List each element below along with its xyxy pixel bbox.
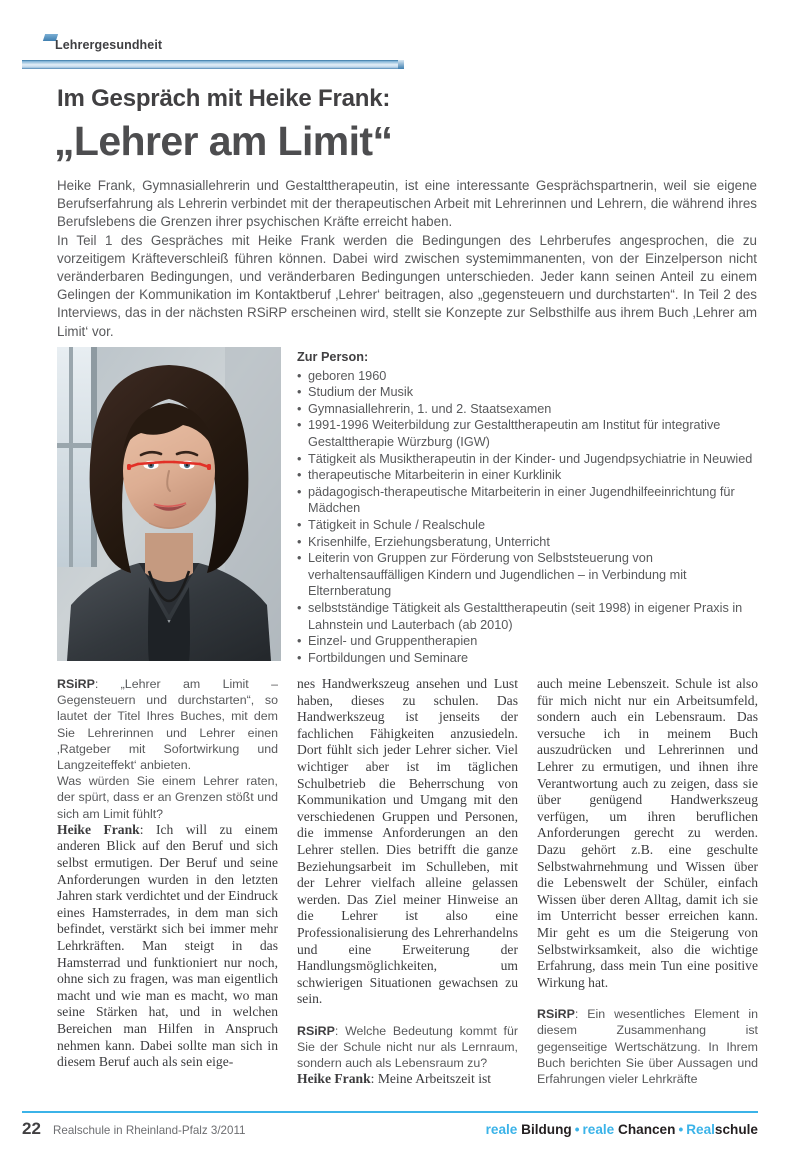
- speaker-label: Heike Frank: [57, 821, 140, 837]
- speaker-label: RSiRP: [57, 677, 95, 691]
- slogan-word: schule: [714, 1122, 758, 1137]
- page-title: „Lehrer am Limit“: [54, 118, 393, 164]
- list-item: • Leiterin von Gruppen zur Förderung von Selbststeuerung von verhaltensauffälligen Kindern und Jugendlichen – in Verbindung mit Elternberatung: [297, 550, 759, 600]
- answer-paragraph-continued: auch meine Lebenszeit. Schule ist also für mich nicht nur ein Arbeitsumfeld, sondern auch ein Lebensraum. Das versuche ich in meinem Buch auszudrücken und Lehrerinnen und Lehrer zu ermutigen, und ihnen ihre Verantwortung auch zu zeigen, dass sie über genügend Handwerkszeug verfügen, um ihren beruflichen Anforderungen gerecht zu werden. Dazu gehört z.B. eine geschulte Selbstwahrnehmung und Wissen über die Lebenswelt der Schüler, einfach Wissen über deren Alltag, damit ich sie im Unterricht besser erreichen kann. Mir geht es um die Steigerung von Selbstwirksamkeit, also die wichtige Erfahrung, dass mein Tun eine positive Wirkung hat.: [537, 676, 758, 990]
- page-number: 22: [22, 1119, 41, 1138]
- list-item: • Studium der Musik: [297, 384, 759, 401]
- answer-paragraph: [57, 822, 278, 1071]
- speaker-label: Heike Frank: [297, 1071, 371, 1087]
- slogan-word: reale: [582, 1122, 615, 1137]
- question-paragraph: Was würden Sie einem Lehrer raten, der spürt, dass er an Grenzen stößt und sich am Limit fühlt?: [57, 774, 278, 821]
- answer-text: : Meine Arbeitszeit ist: [370, 1071, 492, 1087]
- list-item: • therapeutische Mitarbeiterin in einer Kurklinik: [297, 467, 759, 484]
- list-item: • Krisenhilfe, Erziehungsberatung, Unterricht: [297, 534, 759, 551]
- footer-rule: [22, 1111, 758, 1113]
- question-text: : „Lehrer am Limit – Gegensteuern und durchstarten“, so lautet der Titel Ihres Buches, mit dem Sie Lehrerinnen und Lehrer einen ‚Ratgeber mit Sofortwirkung und Langzeiteffekt‘ anbieten.: [57, 677, 278, 773]
- slogan-word: Real: [686, 1122, 715, 1137]
- speaker-label: RSiRP: [297, 1023, 335, 1038]
- article-kicker: Im Gespräch mit Heike Frank:: [57, 85, 391, 112]
- person-info-heading: Zur Person:: [297, 350, 369, 364]
- column-spacer: [537, 991, 758, 1006]
- article-column-2: [297, 676, 518, 1087]
- question-text: : Welche Bedeutung kommt für Sie der Schule nicht nur als Lernraum, sondern auch als Lebensraum zu?: [297, 1023, 518, 1071]
- portrait-illustration: [57, 347, 281, 661]
- header-rule-endcap: [398, 60, 404, 69]
- slogan-word: Bildung: [521, 1122, 572, 1137]
- speaker-label: RSiRP: [537, 1007, 575, 1022]
- list-item: • Gymnasiallehrerin, 1. und 2. Staatsexamen: [297, 401, 759, 418]
- slogan-separator: •: [574, 1122, 580, 1137]
- running-head-label: Lehrergesundheit: [55, 38, 163, 52]
- list-item: • Tätigkeit als Musiktherapeutin in der Kinder- und Jugendpsychiatrie in Neuwied: [297, 451, 759, 468]
- portrait-photo: [57, 347, 281, 661]
- answer-paragraph-continued: nes Handwerkszeug ansehen und Lust haben, dieses zu schulen. Das Handwerkszeug ist jenseits der fachlichen Fähigkeiten anzusiedeln. Dort fühlt sich jeder Lehrer sicher. Viel wichtiger aber ist im täglichen Schulbetrieb die Beherrschung von Kommunikation und Umgang mit den verschiedenen Gruppen und Personen, die immense Anforderungen an den Lehrer stellen. Dies betrifft die ganze Beziehungsarbeit im Schulleben, mit der Lehrer vielfach alleine gelassen werden. Das Ziel meiner Hinweise an die Lehrer ist also eine Professionalisierung des Lehrerhandelns und eine Erweiterung der Handlungsmöglichkeiten, um schwierigen Situationen gewachsen zu sein.: [297, 676, 518, 1007]
- slogan-word: reale: [485, 1122, 518, 1137]
- list-item: • Tätigkeit in Schule / Realschule: [297, 517, 759, 534]
- list-item: • Einzel- und Gruppentherapien: [297, 633, 759, 650]
- person-info-box: [297, 349, 759, 666]
- footer-slogan: [486, 1122, 758, 1137]
- list-item: • Fortbildungen und Seminare: [297, 650, 759, 667]
- intro-paragraph-1: Heike Frank, Gymnasiallehrerin und Gestalttherapeutin, ist eine interessante Gesprächspartnerin, weil sie eigene Berufserfahrung als Lehrerin verbindet mit der therapeutischen Arbeit mit Lehrerinnen und Lehrern, die während ihres Berufslebens die Grenzen ihrer psychischen Kräfte erreicht haben.: [57, 178, 757, 230]
- article-column-1: [57, 676, 278, 1076]
- list-item: • selbstständige Tätigkeit als Gestalttherapeutin (seit 1998) in eigener Praxis in Lahnstein und Lauterbach (ab 2010): [297, 600, 759, 633]
- footer-source: Realschule in Rheinland-Pfalz 3/2011: [53, 1124, 246, 1137]
- intro-text: [57, 177, 757, 341]
- slogan-separator: •: [678, 1122, 684, 1137]
- list-item: • 1991-1996 Weiterbildung zur Gestalttherapeutin am Institut für integrative Gestalttherapie Würzburg (IGW): [297, 417, 759, 450]
- person-info-list: [297, 368, 759, 667]
- question-text: : Ein wesentliches Element in diesem Zusammenhang ist gegenseitige Wertschätzung. In Ihrem Buch berichten Sie über Aussagen und Erfahrungen vieler Lehrkräfte: [537, 1007, 758, 1087]
- question-paragraph: [57, 676, 278, 773]
- list-item: • geboren 1960: [297, 368, 759, 385]
- intro-paragraph-2: In Teil 1 des Gespräches mit Heike Frank werden die Bedingungen des Lehrberufes angesprochen, die zu vorzeitigem Kräfteverschleiß führen können. Dabei wird zwischen systemimmanenten, von der Einzelperson nicht veränderbaren Bedingungen, und veränderbaren Bedingungen unterschieden. Jeder kann seinen Anteil zu einem Gelingen der Kommunikation im Kontaktberuf ‚Lehrer‘ beitragen, also „gegensteuern und durchstarten“. In Teil 2 des Interviews, das in der nächsten RSiRP erscheinen wird, stellt sie Konzepte zur Selbsthilfe aus ihrem Buch ‚Lehrer am Limit‘ vor.: [57, 232, 757, 339]
- answer-paragraph: [297, 1071, 518, 1088]
- question-paragraph: [537, 1006, 758, 1087]
- article-column-3: [537, 676, 758, 1087]
- article-body: [57, 676, 759, 1087]
- header-rule: [22, 60, 404, 69]
- question-paragraph: [297, 1023, 518, 1072]
- column-spacer: [297, 1008, 518, 1023]
- slogan-word: Chancen: [618, 1122, 676, 1137]
- answer-text: : Ich will zu einem anderen Blick auf den Beruf und sich selbst ermutigen. Der Beruf und seine Anforderungen wurden in den letzten Jahren stark verdichtet und der Eindruck eines Hamsterrades, in dem man sich befindet, verstärkt sich bei immer mehr Lehrkräften. Man steigt in das Hamsterrad und funktioniert nur noch, ohne sich zu fragen, was man eigentlich macht und wie man es macht, wo man seine Stärken hat, und in welchen Bereichen man Hilfen in Anspruch nehmen kann. Dabei sollte man sich in diesem Beruf auch als sein eige-: [57, 821, 278, 1070]
- list-item: • pädagogisch-therapeutische Mitarbeiterin in einer Jugendhilfeeinrichtung für Mädchen: [297, 484, 759, 517]
